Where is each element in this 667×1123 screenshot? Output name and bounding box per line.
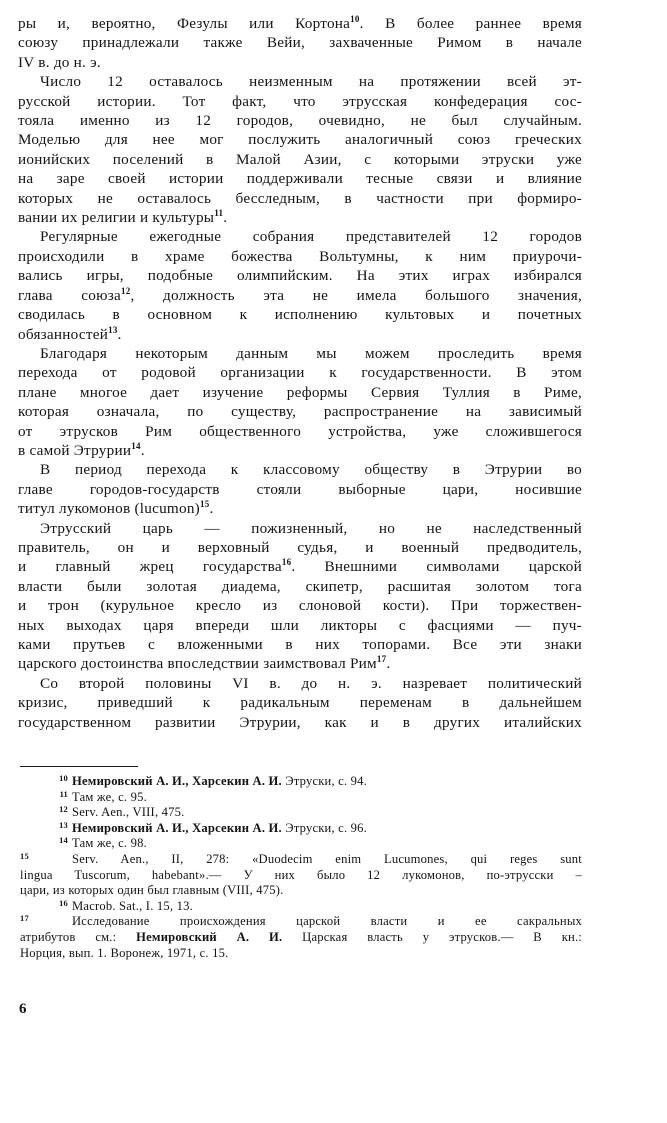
text-span: . <box>140 441 145 459</box>
footnote-text: атрибутов см.: <box>20 929 137 944</box>
footnote-text: Этруски, с. 96. <box>281 820 368 835</box>
text-line: которых не оставалось бесследным, в частности при формиро- <box>18 189 582 207</box>
text-line: Благодаря некоторым данным мы можем проследить время <box>40 344 582 362</box>
text-line: Моделью для нее мог послужить аналогичный союз греческих <box>18 131 582 149</box>
text-span: . В более раннее время <box>359 15 582 32</box>
text-span: вании их религии и культуры <box>18 209 215 227</box>
footnote-15-cont: lingua Tuscorum, habebant».— У них было 12 лукомонов, по-этрусски – <box>20 867 582 882</box>
text-line: правитель, он и верховный судья, и военный предводитель, <box>18 538 582 556</box>
text-span: обязанностей <box>18 325 109 343</box>
main-text <box>18 14 582 732</box>
text-line: Число 12 оставалось неизменным на протяжении всей эт- <box>40 73 582 91</box>
footnote-10: 10 Немировский А. И., Харсекин А. И. Этруски, с. 94. <box>59 773 368 788</box>
footnotes <box>20 774 582 961</box>
footnote-ref[interactable]: 10 <box>350 14 360 24</box>
text-span: . Внешними символами царской <box>291 558 582 576</box>
text-span: глава союза <box>18 286 121 304</box>
footnote-author: Немировский А. И., Харсекин А. И. <box>72 774 282 788</box>
text-span: и главный жрец государства <box>18 558 282 576</box>
paragraph-4 <box>18 344 582 460</box>
footnote-17-cont <box>20 930 582 946</box>
text-line: и трон (курульное кресло из слоновой кости). При торжествен- <box>18 597 582 615</box>
text-span: , должность эта не имела большого значения, <box>130 286 582 304</box>
footnote-ref[interactable]: 13 <box>108 324 118 335</box>
footnote-text: Там же, с. 98. <box>72 836 147 851</box>
text-line: власти были золотая диадема, скипетр, расшитая золотом тога <box>18 577 582 595</box>
footnote-13: 13 Немировский А. И., Харсекин А. И. Этруски, с. 96. <box>59 819 368 835</box>
text-line: ных выходах царя впереди шли ликторы с фасциями — пуч- <box>18 616 582 634</box>
text-line: кризис, приведший к радикальным переменам в дальнейшем <box>18 694 582 712</box>
text-span: ры и, вероятно, Фезулы или Кортона <box>18 15 351 32</box>
footnote-17: 17 Исследование происхождения царской власти и ее сакральных <box>20 913 582 929</box>
text-line: государственном развитии Этрурии, как и в других италийских <box>18 713 582 731</box>
text-span: . <box>209 500 214 518</box>
text-line <box>18 441 582 460</box>
footnote-17-cont: Норция, вып. 1. Воронеж, 1971, с. 15. <box>20 945 229 960</box>
footnote-14: 14 Там же, с. 98. <box>59 835 147 851</box>
text-line: которая означала, по существу, распространение на зависимый <box>18 403 582 421</box>
footnote-text: Исследование происхождения царской власти и ее сакральных <box>72 914 582 929</box>
footnote-ref[interactable]: 16 <box>281 557 292 568</box>
footnote-ref[interactable]: 11 <box>214 208 224 219</box>
text-span: . <box>117 325 122 343</box>
footnote-text: Serv. Aen., II, 278: «Duodecim enim Lucumones, qui reges sunt <box>72 851 582 866</box>
footnote-divider <box>20 766 138 767</box>
text-line <box>18 325 582 344</box>
text-line: ками прутьев с вложенными в них топорами. Все эти знаки <box>18 636 582 653</box>
text-line: русской истории. Тот факт, что этрусская конфедерация сос- <box>18 92 582 110</box>
text-line: Со второй половины VI в. до н. э. назревает политический <box>40 674 582 692</box>
text-line: IV в. до н. э. <box>18 53 101 71</box>
text-line <box>18 654 582 673</box>
footnote-ref[interactable]: 12 <box>120 285 131 296</box>
text-line <box>18 499 582 518</box>
text-line: происходили в храме божества Вольтумны, к ним приурочи- <box>18 247 582 265</box>
text-line: плане многое дает изучение реформы Сервия Туллия в Риме, <box>18 383 582 401</box>
text-line: тояла именно из 12 городов, очевидно, не был случайным. <box>18 112 582 130</box>
footnote-15-cont: цари, из которых один был главным (VIII, 475). <box>20 883 284 898</box>
footnote-11: 11 Там же, с. 95. <box>59 788 147 804</box>
footnote-author: Немировский А. И., Харсекин А. И. <box>72 820 282 835</box>
paragraph-3 <box>18 227 582 343</box>
footnote-15: 15 Serv. Aen., II, 278: «Duodecim enim Lucumones, qui reges sunt <box>20 850 582 866</box>
footnote-ref[interactable]: 17 <box>376 654 387 665</box>
text-line: вались игры, подобные олимпийским. На этих играх избирался <box>18 267 582 285</box>
paragraph-5 <box>18 460 582 518</box>
paragraph-1 <box>18 14 582 72</box>
text-line: главе городов-государств стояли выборные цари, носившие <box>18 480 582 498</box>
page-number: 6 <box>19 1001 27 1017</box>
footnote-text: Там же, с. 95. <box>72 789 147 804</box>
text-line <box>18 14 582 33</box>
text-line: от этрусков Рим общественного устройства, уже сложившегося <box>18 422 582 440</box>
text-line <box>18 208 582 227</box>
footnote-text: Этруски, с. 94. <box>281 774 368 788</box>
footnote-16: 16 Macrob. Sat., I. 15, 13. <box>59 897 193 913</box>
footnote-ref[interactable]: 14 <box>131 440 141 451</box>
text-line: на заре своей истории поддерживали тесные связи и влияние <box>18 170 582 188</box>
text-span: царского достоинства впоследствии заимствовал Рим <box>18 655 377 673</box>
text-line <box>18 557 582 576</box>
text-line: сводилась в основном к исполнению культовых и почетных <box>18 306 582 324</box>
text-line: Этрусский царь — пожизненный, но не наследственный <box>40 519 582 537</box>
text-line <box>18 286 582 305</box>
footnote-12: 12 Serv. Aen., VIII, 475. <box>59 804 185 820</box>
text-span: . <box>386 655 391 673</box>
text-line: В период перехода к классовому обществу в Этрурии во <box>40 461 582 479</box>
text-span: . <box>223 209 228 227</box>
paragraph-6 <box>18 519 582 674</box>
text-span: титул лукомонов (lucumon) <box>18 500 200 518</box>
text-line: Регулярные ежегодные собрания представителей 12 городов <box>40 228 582 246</box>
paragraph-7 <box>18 674 582 732</box>
text-line: союзу принадлежали также Вейи, захваченные Римом в начале <box>18 34 582 52</box>
footnote-text: Macrob. Sat., I. 15, 13. <box>72 898 193 913</box>
footnote-text: Serv. Aen., VIII, 475. <box>72 805 185 820</box>
footnote-author: Немировский А. И. <box>136 929 283 944</box>
footnote-ref[interactable]: 15 <box>200 499 210 510</box>
text-line: перехода от родовой организации к государственности. В этом <box>18 364 582 382</box>
paragraph-2 <box>18 72 582 227</box>
text-line: ионийских поселений в Малой Азии, с которыми этруски уже <box>18 150 582 168</box>
text-span: в самой Этрурии <box>18 441 132 459</box>
footnote-text: Царская власть у этрусков.— В кн.: <box>282 929 582 944</box>
